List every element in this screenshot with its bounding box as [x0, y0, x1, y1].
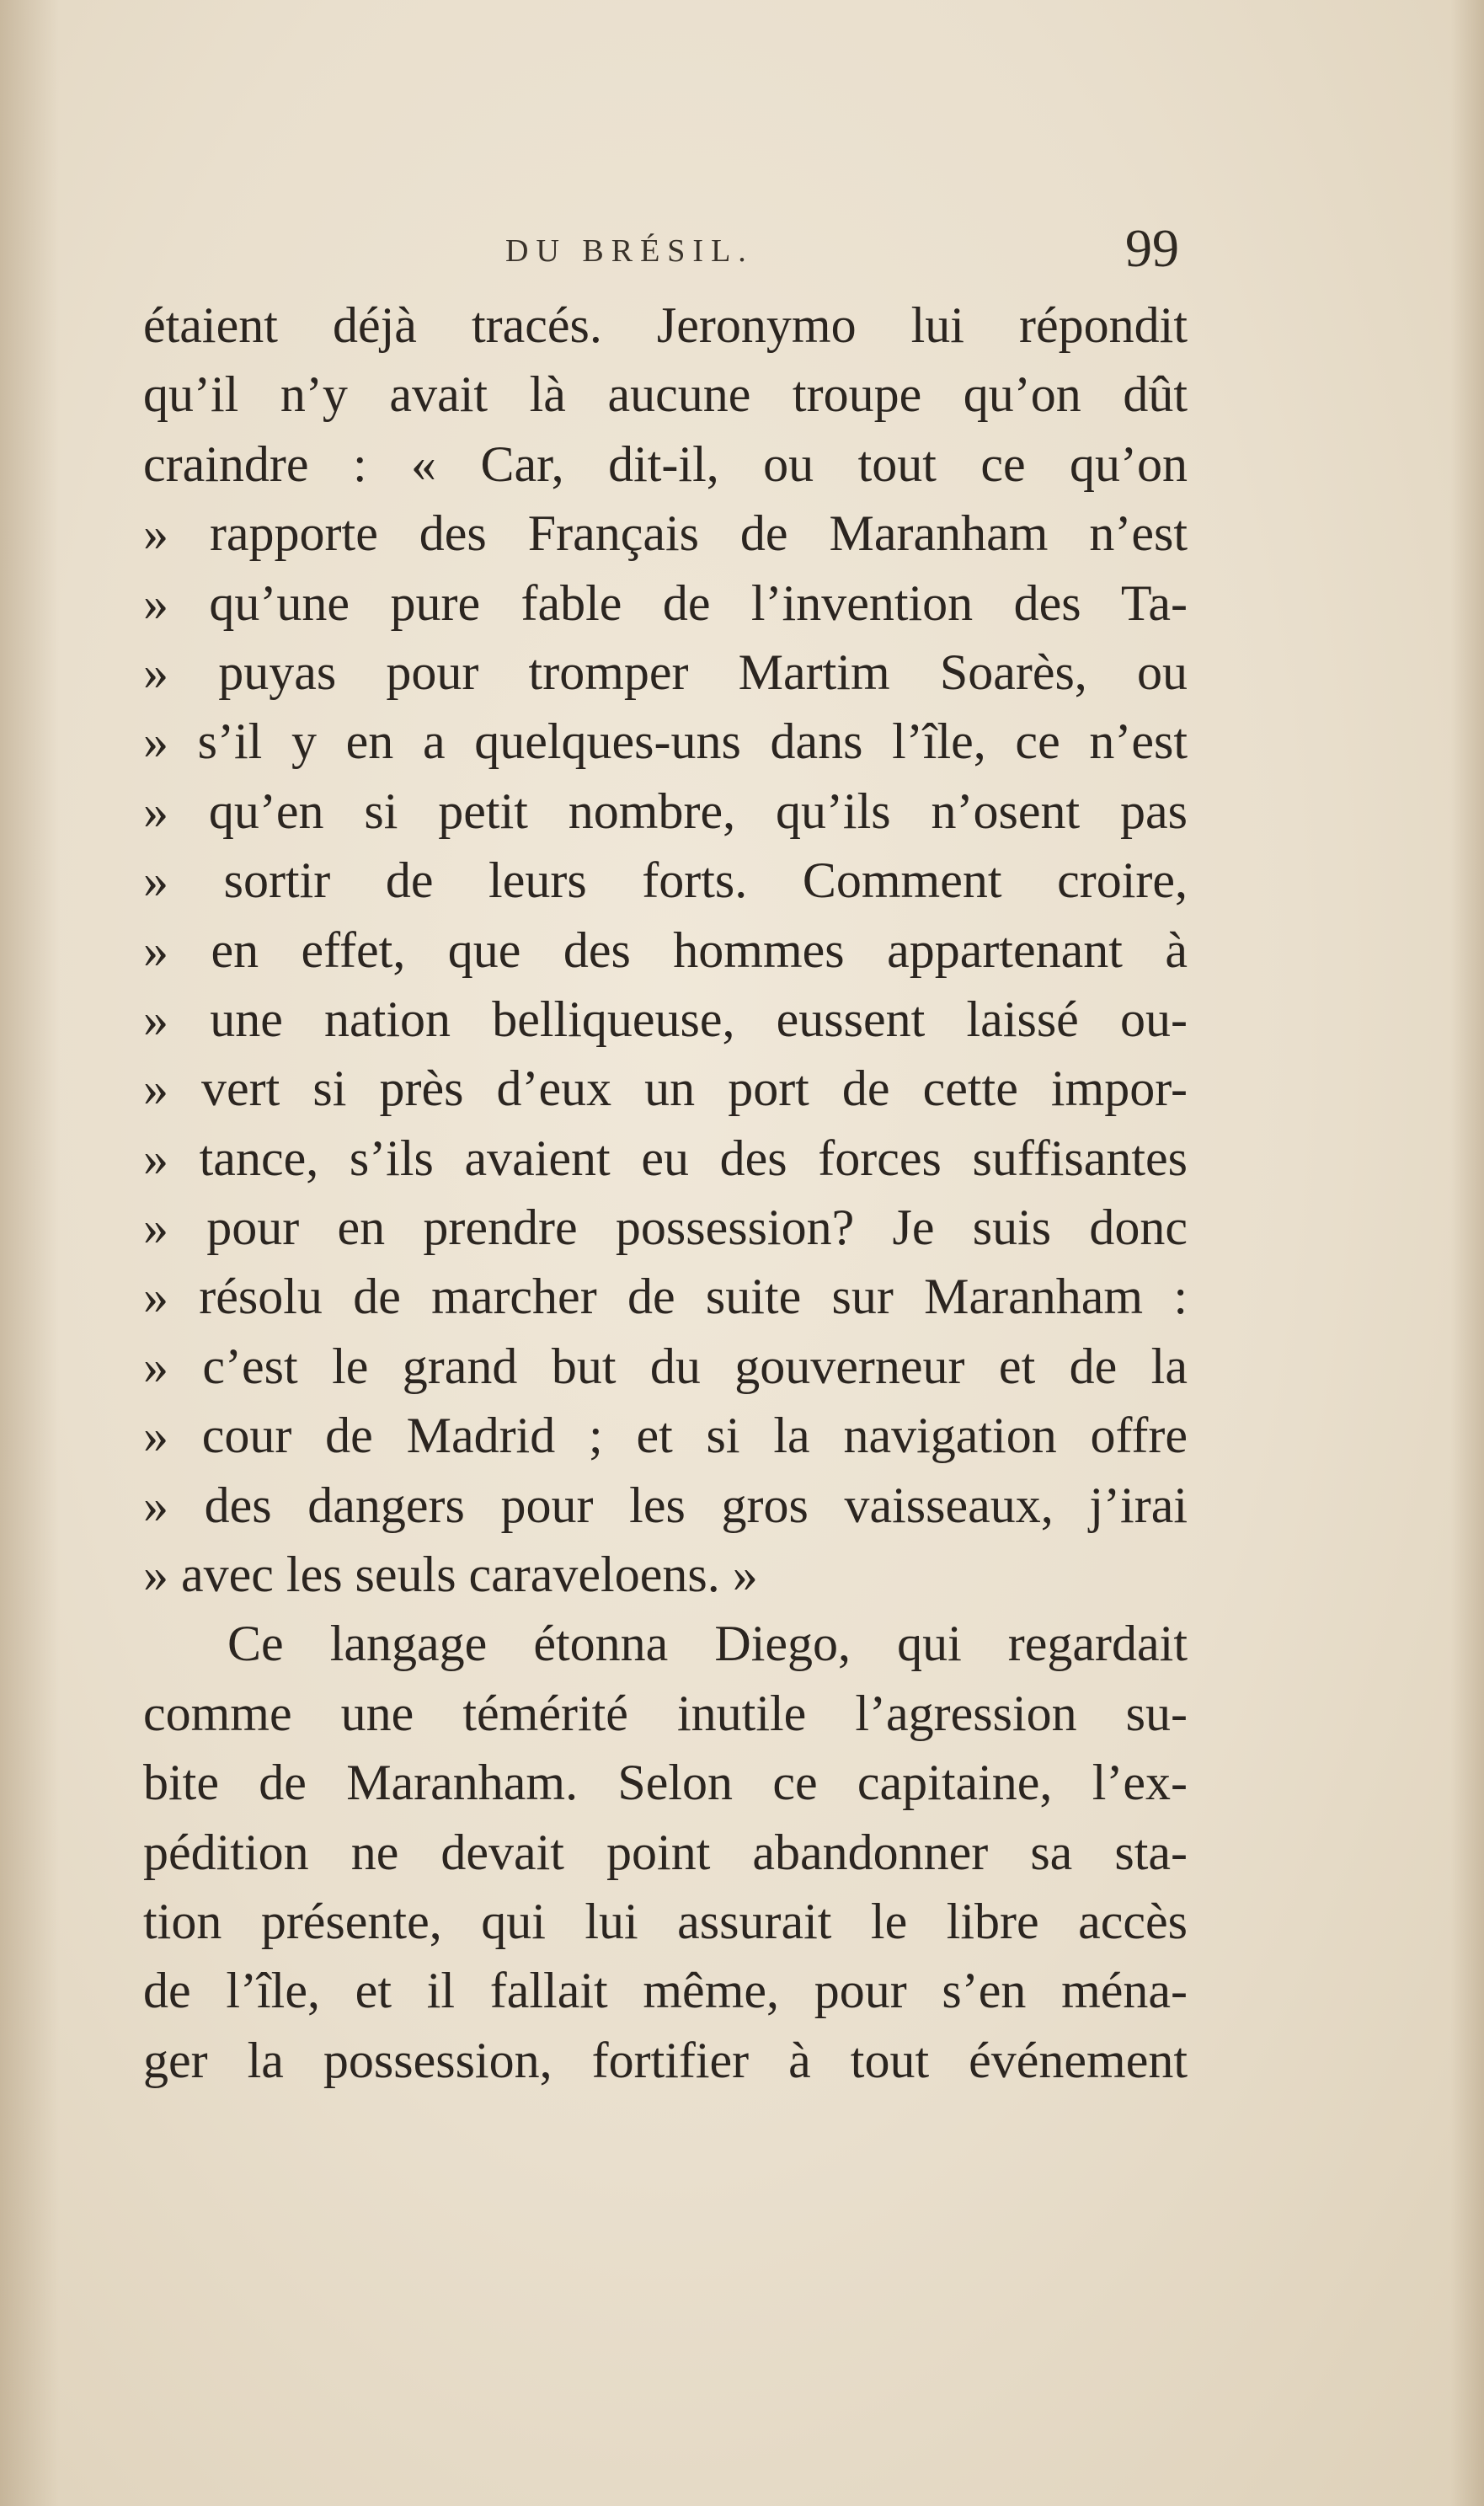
page-header — [143, 217, 1179, 285]
text-line: » vert si près d’eux un port de cette impor- — [143, 1061, 1188, 1117]
text-line: qu’il n’y avait là aucune troupe qu’on dût — [143, 366, 1188, 423]
text-line: » cour de Madrid ; et si la navigation offre — [143, 1408, 1188, 1464]
text-line: » sortir de leurs forts. Comment croire, — [143, 852, 1188, 909]
text-line: » en effet, que des hommes appartenant à — [143, 922, 1188, 978]
text-line: » résolu de marcher de suite sur Maranham : — [143, 1269, 1188, 1325]
text-line: » avec les seuls caraveloens. » — [143, 1547, 758, 1603]
paragraph-first-line: Ce langage étonna Diego, qui regardait — [227, 1616, 1188, 1672]
text-line: » qu’une pure fable de l’invention des Ta- — [143, 574, 1188, 631]
text-line: » s’il y en a quelques-uns dans l’île, ce n’est — [143, 713, 1188, 770]
text-line: » pour en prendre possession? Je suis donc — [143, 1200, 1188, 1256]
text-line: comme une témérité inutile l’agression su- — [143, 1685, 1188, 1741]
text-line: étaient déjà tracés. Jeronymo lui répondit — [143, 297, 1188, 353]
text-line: bite de Maranham. Selon ce capitaine, l’ex- — [143, 1755, 1188, 1811]
text-line: » tance, s’ils avaient eu des forces suffisantes — [143, 1130, 1188, 1186]
body-text — [143, 291, 1188, 2095]
text-line: » une nation belliqueuse, eussent laissé ou- — [143, 991, 1188, 1047]
text-line: tion présente, qui lui assurait le libre accès — [143, 1893, 1188, 1949]
text-line: craindre : « Car, dit-il, ou tout ce qu’on — [143, 435, 1188, 492]
running-title: DU BRÉSIL. — [505, 233, 754, 269]
text-line: » des dangers pour les gros vaisseaux, j’irai — [143, 1477, 1188, 1533]
text-line: pédition ne devait point abandonner sa sta- — [143, 1824, 1188, 1880]
text-line: » c’est le grand but du gouverneur et de la — [143, 1338, 1188, 1394]
text-line: ger la possession, fortifier à tout événement — [143, 2032, 1188, 2088]
text-line: » qu’en si petit nombre, qu’ils n’osent pas — [143, 783, 1188, 839]
page-number: 99 — [1125, 218, 1179, 278]
text-line: » puyas pour tromper Martim Soarès, ou — [143, 644, 1188, 700]
text-line: » rapporte des Français de Maranham n’est — [143, 505, 1188, 562]
text-line: de l’île, et il fallait même, pour s’en ména- — [143, 1963, 1188, 2019]
